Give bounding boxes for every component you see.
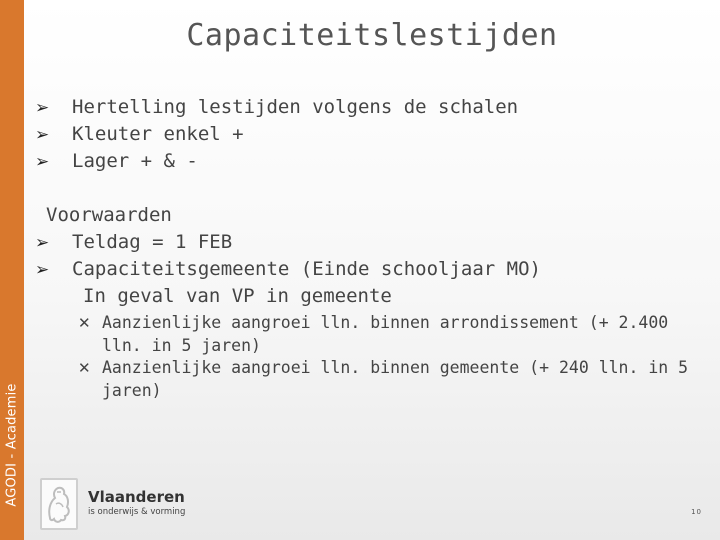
sub-condition-item bbox=[78, 357, 710, 402]
sub-condition-text: Aanzienlijke aangroei lln. binnen gemeente (+ 240 lln. in 5 jaren) bbox=[102, 358, 689, 400]
condition-item bbox=[35, 231, 541, 258]
main-bullet-list bbox=[35, 96, 518, 177]
arrowhead-bullet-icon: ➢ bbox=[35, 152, 50, 172]
arrowhead-bullet-icon: ➢ bbox=[35, 233, 50, 253]
bullet-text: Lager + & - bbox=[72, 150, 198, 172]
slide-title: Capaciteitslestijden bbox=[186, 18, 558, 53]
cross-bullet-icon: ✕ bbox=[78, 314, 91, 332]
sidebar-label: AGODI - Academie bbox=[4, 383, 20, 507]
logo-tagline: is onderwijs & vorming bbox=[88, 507, 186, 517]
conditions-heading: Voorwaarden bbox=[46, 204, 172, 226]
flemish-lion-logo-icon bbox=[40, 478, 78, 530]
sidebar-bar bbox=[0, 0, 24, 540]
sub-condition-item bbox=[78, 312, 710, 357]
bullet-text: Hertelling lestijden volgens de schalen bbox=[72, 96, 519, 118]
bullet-text: Kleuter enkel + bbox=[72, 123, 244, 145]
arrowhead-bullet-icon: ➢ bbox=[35, 125, 50, 145]
logo-name: Vlaanderen bbox=[88, 488, 185, 506]
vlaanderen-logo bbox=[40, 478, 190, 530]
bullet-item bbox=[35, 123, 518, 150]
sub-conditions-list bbox=[78, 312, 710, 402]
conditions-list bbox=[35, 231, 541, 285]
sub-condition-text: Aanzienlijke aangroei lln. binnen arrondissement (+ 2.400 lln. in 5 jaren) bbox=[102, 313, 669, 355]
arrowhead-bullet-icon: ➢ bbox=[35, 98, 50, 118]
bullet-item bbox=[35, 150, 518, 177]
bullet-item bbox=[35, 96, 518, 123]
arrowhead-bullet-icon: ➢ bbox=[35, 260, 50, 280]
condition-item bbox=[35, 258, 541, 285]
condition-text: Capaciteitsgemeente (Einde schooljaar MO) bbox=[72, 258, 541, 280]
cross-bullet-icon: ✕ bbox=[78, 359, 91, 377]
page-number: 10 bbox=[691, 508, 702, 516]
condition-text: Teldag = 1 FEB bbox=[72, 231, 233, 253]
conditions-sub-heading: In geval van VP in gemeente bbox=[83, 285, 392, 307]
